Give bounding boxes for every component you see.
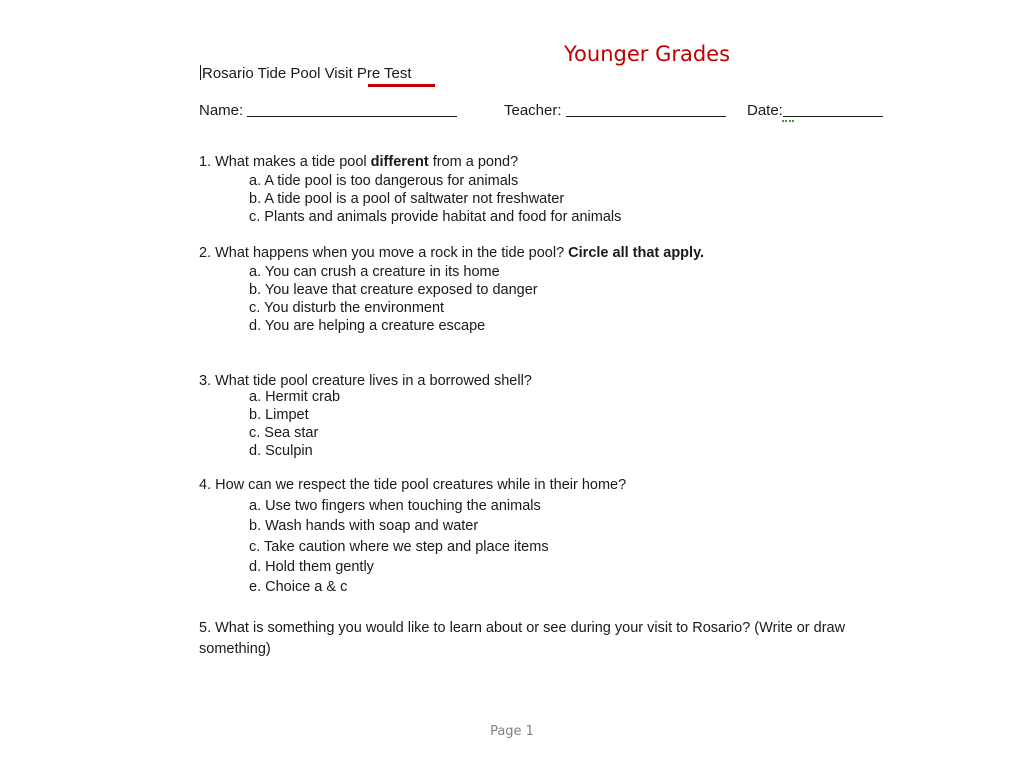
question-4: 4. How can we respect the tide pool creatures while in their home?	[199, 477, 627, 493]
date-blank[interactable]	[783, 102, 883, 117]
question-3-option-b[interactable]: b. Limpet	[249, 407, 309, 423]
question-4-option-d[interactable]: d. Hold them gently	[249, 559, 374, 575]
title-prefix: Rosario Tide Pool Visit	[202, 65, 357, 82]
question-2-option-c[interactable]: c. You disturb the environment	[249, 300, 445, 316]
question-1-option-b[interactable]: b. A tide pool is a pool of saltwater not freshwater	[249, 191, 565, 207]
title-highlight-underline	[368, 84, 435, 87]
text-cursor	[200, 65, 201, 80]
question-4-option-e[interactable]: e. Choice a & c	[249, 579, 348, 595]
name-label: Name:	[199, 102, 244, 119]
question-1	[199, 153, 518, 171]
question-3: 3. What tide pool creature lives in a borrowed shell?	[199, 373, 532, 389]
teacher-blank[interactable]	[566, 102, 726, 117]
question-1-option-c[interactable]: c. Plants and animals provide habitat and food for animals	[249, 209, 622, 225]
spellcheck-squiggle	[782, 116, 794, 122]
page-number: Page 1	[490, 724, 534, 739]
question-2-option-b[interactable]: b. You leave that creature exposed to danger	[249, 282, 538, 298]
question-1-text-end: from a pond?	[428, 154, 519, 170]
date-field	[747, 102, 883, 119]
question-4-option-a[interactable]: a. Use two fingers when touching the animals	[249, 498, 541, 514]
question-1-option-a[interactable]: a. A tide pool is too dangerous for animals	[249, 173, 519, 189]
question-3-option-a[interactable]: a. Hermit crab	[249, 389, 341, 405]
date-label: Date:	[747, 102, 783, 119]
name-blank[interactable]	[247, 102, 457, 117]
question-1-emphasis: different	[370, 154, 429, 170]
question-3-option-c[interactable]: c. Sea star	[249, 425, 319, 441]
question-2-emphasis: Circle all that apply.	[568, 245, 705, 261]
question-3-option-d[interactable]: d. Sculpin	[249, 443, 313, 459]
teacher-label: Teacher:	[504, 102, 562, 119]
question-1-text: 1. What makes a tide pool	[199, 154, 371, 170]
question-2-option-d[interactable]: d. You are helping a creature escape	[249, 318, 486, 334]
question-5-line-1: 5. What is something you would like to learn about or see during your visit to Rosario? (Write or draw	[199, 620, 846, 636]
grade-label: Younger Grades	[564, 42, 731, 66]
teacher-field	[504, 102, 726, 119]
question-5-line-2: something)	[199, 641, 271, 657]
question-4-option-c[interactable]: c. Take caution where we step and place items	[249, 539, 549, 555]
name-field	[199, 102, 457, 119]
question-4-option-b[interactable]: b. Wash hands with soap and water	[249, 518, 479, 534]
title-highlight: Pre Test	[356, 65, 412, 82]
document-title	[200, 65, 412, 82]
question-2-text: 2. What happens when you move a rock in the tide pool?	[199, 245, 569, 261]
question-2-option-a[interactable]: a. You can crush a creature in its home	[249, 264, 500, 280]
question-2	[199, 244, 704, 262]
